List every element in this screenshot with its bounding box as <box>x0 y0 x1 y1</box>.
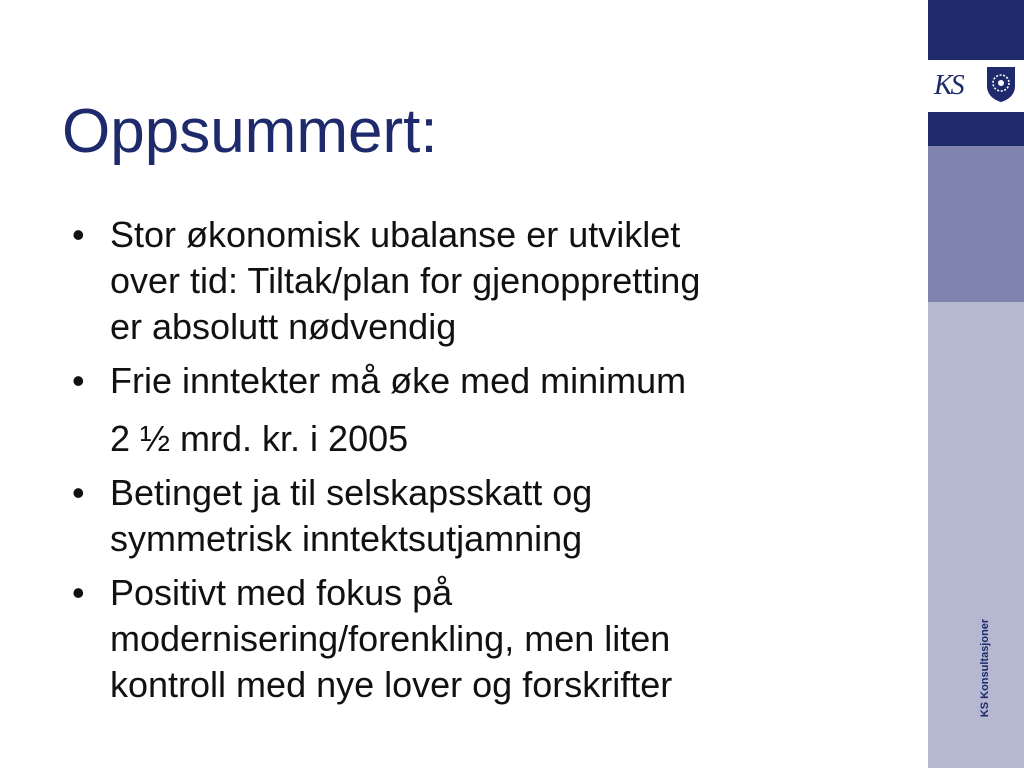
bullet-line: modernisering/forenkling, men liten <box>110 618 671 659</box>
bullet-line: Stor økonomisk ubalanse er utviklet <box>110 214 681 255</box>
slide-title: Oppsummert: <box>62 97 438 166</box>
bullet-item <box>70 212 920 350</box>
sidebar-low-band <box>928 302 1024 768</box>
bullet-line: Positivt med fokus på <box>110 572 453 613</box>
bullet-line: Frie inntekter må øke med minimum <box>110 360 687 401</box>
bullet-line: 2 ½ mrd. kr. i 2005 <box>110 418 409 459</box>
bullet-icon: • <box>72 360 85 401</box>
sidebar <box>928 0 1024 768</box>
bullet-list <box>70 212 920 708</box>
sidebar-top-band <box>928 0 1024 60</box>
svg-text:KS: KS <box>934 70 963 101</box>
municipal-seal-icon <box>984 64 1018 104</box>
bullet-line: over tid: Tiltak/plan for gjenoppretting <box>110 260 701 301</box>
bullet-icon: • <box>72 572 85 613</box>
bullet-icon: • <box>72 472 85 513</box>
bullet-line: symmetrisk inntektsutjamning <box>110 518 583 559</box>
bullet-item <box>70 570 920 708</box>
ks-logo <box>932 66 978 104</box>
bullet-item <box>70 470 920 562</box>
bullet-line: Betinget ja til selskapsskatt og <box>110 472 593 513</box>
sidebar-mid-band <box>928 146 1024 302</box>
bullet-line: er absolutt nødvendig <box>110 306 457 347</box>
sidebar-navy-band <box>928 112 1024 146</box>
sidebar-vertical-label: KS Konsultasjoner <box>979 618 991 718</box>
bullet-line: kontroll med nye lover og forskrifter <box>110 664 673 705</box>
bullet-item <box>70 358 920 462</box>
bullet-icon: • <box>72 214 85 255</box>
